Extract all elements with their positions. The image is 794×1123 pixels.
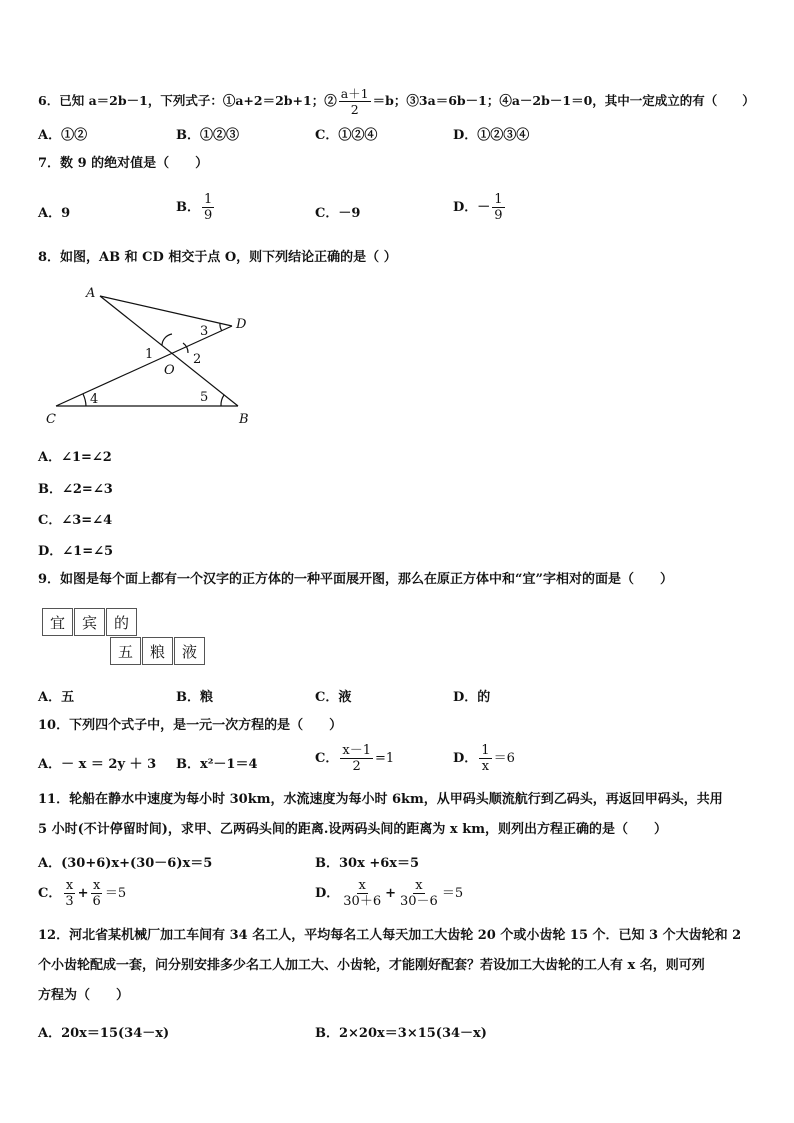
- angle-label-1: 1: [145, 347, 154, 362]
- question-11-line-1: 11．轮船在静水中速度为每小时 30km，水流速度为每小时 6km，从甲码头顺流航行到乙码头，再返回甲码头，共用: [38, 792, 723, 807]
- line-ad: [100, 296, 232, 326]
- question-6-stem: 6．已知 a＝2b－1，下列式子：①a+2＝2b+1；② $\frac{a+1}{2}$ ＝b；③3a＝6b－1；④a－2b－1＝0，其中一定成立的有（ ）: [38, 86, 755, 117]
- net-cell: 粮: [142, 637, 173, 665]
- fraction: $\frac{a+1}{2}$: [340, 86, 369, 117]
- q10-option-c[interactable]: C． $\frac{x-1}{2}$ =1: [315, 743, 395, 774]
- q9-option-d[interactable]: D．的: [453, 690, 491, 705]
- q10-option-a[interactable]: A．－ x ＝ 2y ＋ 3: [38, 757, 157, 772]
- angle-label-4: 4: [90, 392, 99, 407]
- q6-option-d[interactable]: D．①②③④: [453, 128, 530, 143]
- q9-option-c[interactable]: C．液: [315, 690, 352, 705]
- label-a: A: [86, 286, 96, 301]
- question-9-stem: 9．如图是每个面上都有一个汉字的正方体的一种平面展开图，那么在原正方体中和“宜”字相对的面是（ ）: [38, 572, 674, 587]
- question-12-line-1: 12．河北省某机械厂加工车间有 34 名工人，平均每名工人每天加工大齿轮 20 个或小齿轮 15 个．已知 3 个大齿轮和 2: [38, 928, 742, 943]
- q6-option-a[interactable]: A．①②: [38, 128, 88, 143]
- q7-option-b[interactable]: B． $\frac{1}{9}$: [176, 192, 213, 223]
- label-b: B: [239, 412, 249, 427]
- label-c: C: [46, 412, 56, 427]
- angle-4-arc: [83, 394, 86, 406]
- question-12-line-3: 方程为（ ）: [38, 988, 130, 1003]
- angle-label-3: 3: [200, 324, 209, 339]
- net-cell: 宜: [42, 608, 73, 636]
- angle-5-arc: [221, 395, 224, 406]
- intersecting-lines-figure: [38, 282, 268, 432]
- question-12-line-2: 个小齿轮配成一套，问分别安排多少名工人加工大、小齿轮，才能刚好配套？若设加工大齿轮的工人有 x 名，则可列: [38, 958, 705, 973]
- q9-option-a[interactable]: A．五: [38, 690, 75, 705]
- q12-option-a[interactable]: A．20x＝15(34－x): [38, 1026, 170, 1041]
- q10-option-b[interactable]: B．x²－1＝4: [176, 757, 258, 772]
- angle-1-arc: [162, 334, 172, 345]
- q11-option-d[interactable]: D． $\frac{x}{30+6}$ + $\frac{x}{30-6}$ ＝5: [315, 878, 464, 909]
- angle-label-2: 2: [193, 352, 202, 367]
- question-11-line-2: 5 小时(不计停留时间)，求甲、乙两码头间的距离.设两码头间的距离为 x km，则列出方程正确的是（ ）: [38, 822, 667, 837]
- line-ab: [100, 296, 238, 406]
- q10-option-d[interactable]: D． $\frac{1}{x}$ ＝6: [453, 743, 515, 774]
- question-7-stem: 7．数 9 的绝对值是（ ）: [38, 156, 209, 171]
- question-10-stem: 10．下列四个式子中，是一元一次方程的是（ ）: [38, 718, 343, 733]
- question-8-stem: 8．如图，AB 和 CD 相交于点 O，则下列结论正确的是（ ）: [38, 250, 397, 265]
- q7-option-c[interactable]: C．－9: [315, 206, 361, 221]
- net-cell: 液: [174, 637, 205, 665]
- q11-option-b[interactable]: B．30x +6x＝5: [315, 856, 420, 871]
- net-cell: 宾: [74, 608, 105, 636]
- q6-option-b[interactable]: B．①②③: [176, 128, 239, 143]
- q8-option-c[interactable]: C．∠3=∠4: [38, 513, 113, 528]
- q11-option-a[interactable]: A．(30+6)x+(30－6)x＝5: [38, 856, 213, 871]
- net-cell: 五: [110, 637, 141, 665]
- label-d: D: [236, 317, 247, 332]
- q6-option-c[interactable]: C．①②④: [315, 128, 378, 143]
- label-o: O: [164, 363, 175, 378]
- q8-option-a[interactable]: A．∠1=∠2: [38, 450, 112, 465]
- net-cell: 的: [106, 608, 137, 636]
- q8-option-d[interactable]: D．∠1=∠5: [38, 544, 114, 559]
- q9-option-b[interactable]: B．粮: [176, 690, 213, 705]
- angle-label-5: 5: [200, 390, 209, 405]
- q7-option-a[interactable]: A．9: [38, 206, 71, 221]
- q12-option-b[interactable]: B．2×20x＝3×15(34－x): [315, 1026, 487, 1041]
- q8-option-b[interactable]: B．∠2=∠3: [38, 482, 113, 497]
- q11-option-c[interactable]: C． $\frac{x}{3}$ + $\frac{x}{6}$ ＝5: [38, 878, 127, 909]
- q7-option-d[interactable]: D．－ $\frac{1}{9}$: [453, 192, 503, 223]
